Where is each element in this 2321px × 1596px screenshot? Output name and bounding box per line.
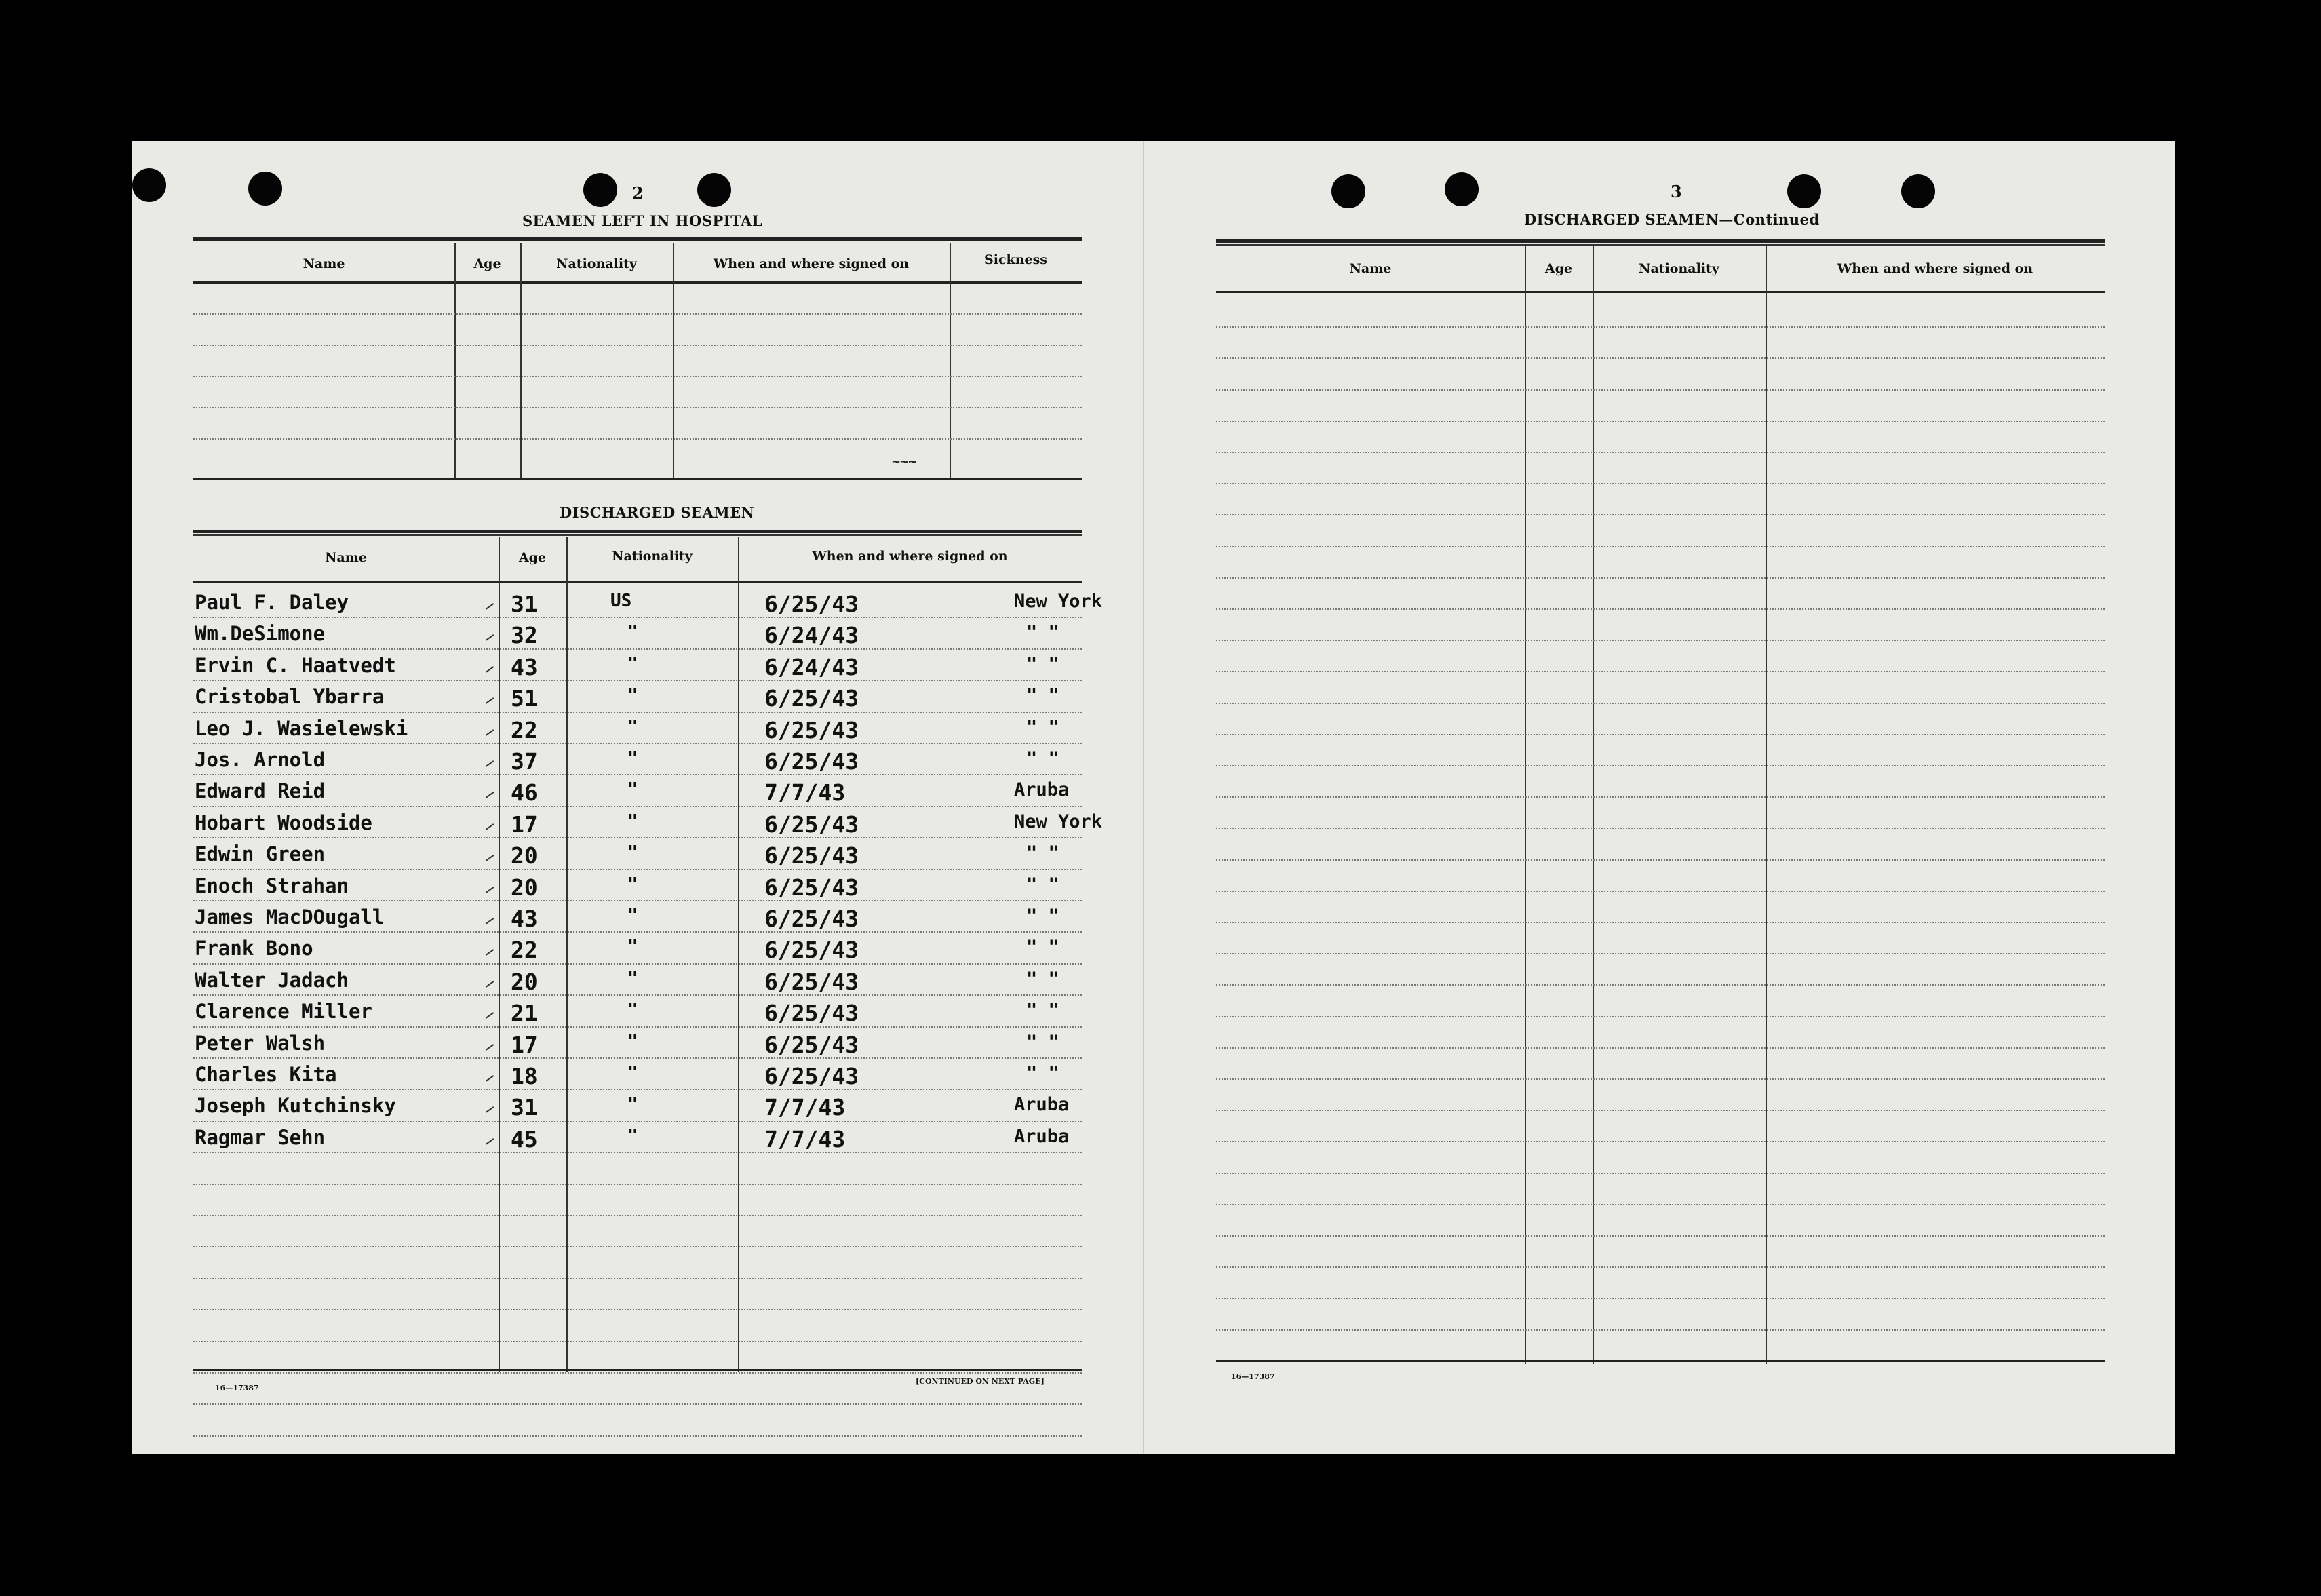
seaman-nationality: " (627, 842, 638, 863)
signed-on-place: " " (1026, 653, 1059, 675)
col-header-signed-on: When and where signed on (1837, 261, 2033, 276)
check-tick (486, 1075, 494, 1082)
seaman-nationality: " (627, 906, 638, 926)
check-tick (486, 697, 494, 704)
seaman-nationality: " (627, 685, 638, 706)
seaman-name: Ragmar Sehn (195, 1125, 326, 1149)
signed-on-date: 6/25/43 (764, 842, 859, 870)
signed-on-date: 6/25/43 (764, 716, 859, 743)
seaman-name: Joseph Kutchinsky (195, 1094, 396, 1118)
punch-hole (1901, 174, 1935, 208)
check-tick (486, 760, 494, 767)
signed-on-place: " " (1026, 748, 1059, 769)
signed-on-date: 7/7/43 (764, 1125, 846, 1152)
col-header-age: Age (518, 550, 547, 565)
col-header-age: Age (473, 256, 501, 271)
signed-on-date: 6/24/43 (764, 653, 859, 680)
seaman-nationality: " (627, 1000, 638, 1021)
seaman-nationality: " (627, 779, 638, 800)
check-tick (486, 823, 494, 830)
seaman-age: 51 (511, 685, 538, 712)
signed-on-date: 6/25/43 (764, 1031, 859, 1058)
seaman-age: 17 (511, 1031, 538, 1058)
seaman-nationality: " (627, 653, 638, 674)
hospital-section-title: SEAMEN LEFT IN HOSPITAL (522, 212, 763, 229)
punch-hole (1331, 174, 1365, 208)
signed-on-date: 6/25/43 (764, 748, 859, 775)
seaman-name: Walter Jadach (195, 968, 349, 992)
seaman-age: 37 (511, 748, 538, 775)
check-tick (486, 603, 494, 610)
col-header-nationality: Nationality (556, 256, 637, 271)
seaman-age: 45 (511, 1125, 538, 1152)
print-code: 16—17387 (1231, 1372, 1275, 1381)
ink-smudge: ~~~ (892, 453, 917, 469)
col-header-name: Name (1349, 261, 1392, 276)
check-tick (486, 981, 494, 988)
seaman-nationality: " (627, 874, 638, 895)
punch-hole (248, 172, 282, 206)
punch-hole (1445, 172, 1479, 206)
signed-on-date: 7/7/43 (764, 779, 846, 806)
punch-hole (697, 173, 731, 207)
seaman-nationality: " (627, 1063, 638, 1083)
col-header-nationality: Nationality (1639, 261, 1719, 276)
check-tick (486, 918, 494, 924)
signed-on-place: Aruba (1014, 1094, 1070, 1116)
check-tick (486, 950, 494, 956)
seaman-name: Clarence Miller (195, 1000, 372, 1024)
signed-on-place: New York (1014, 591, 1103, 612)
seaman-name: Paul F. Daley (195, 591, 349, 614)
col-header-name: Name (303, 256, 345, 271)
discharged-section-title: DISCHARGED SEAMEN (560, 504, 755, 521)
signed-on-place: " " (1026, 1063, 1059, 1084)
page-number: 2 (632, 183, 644, 203)
signed-on-place: Aruba (1014, 779, 1070, 801)
signed-on-date: 6/25/43 (764, 906, 859, 932)
seaman-nationality: " (627, 1031, 638, 1052)
seaman-nationality: " (627, 622, 638, 643)
signed-on-date: 6/25/43 (764, 1000, 859, 1027)
seaman-age: 20 (511, 842, 538, 870)
seaman-nationality: " (627, 811, 638, 832)
seaman-age: 31 (511, 591, 538, 617)
discharged-continued-title: DISCHARGED SEAMEN—Continued (1524, 211, 1820, 228)
punch-hole (1787, 174, 1821, 208)
print-code: 16—17387 (215, 1384, 259, 1393)
signed-on-place: " " (1026, 622, 1059, 644)
seaman-nationality: " (627, 716, 638, 737)
seaman-name: Enoch Strahan (195, 874, 349, 897)
seaman-name: Hobart Woodside (195, 811, 372, 834)
seaman-name: Edward Reid (195, 779, 326, 803)
seaman-nationality: " (627, 968, 638, 989)
seaman-name: Charles Kita (195, 1063, 337, 1086)
seaman-age: 43 (511, 653, 538, 680)
col-header-name: Name (325, 550, 367, 565)
signed-on-place: " " (1026, 906, 1059, 927)
discharged-continued-table (1216, 239, 2105, 1365)
seaman-nationality: US (610, 591, 632, 611)
check-tick (486, 1107, 494, 1114)
signed-on-place: " " (1026, 874, 1059, 895)
seaman-age: 18 (511, 1063, 538, 1089)
signed-on-place: " " (1026, 685, 1059, 707)
seaman-age: 46 (511, 779, 538, 806)
signed-on-date: 6/24/43 (764, 622, 859, 649)
seaman-nationality: " (627, 748, 638, 768)
signed-on-date: 6/25/43 (764, 874, 859, 901)
signed-on-date: 6/25/43 (764, 937, 859, 964)
check-tick (486, 1138, 494, 1145)
col-header-nationality: Nationality (612, 549, 693, 564)
signed-on-place: " " (1026, 968, 1059, 990)
seaman-age: 43 (511, 906, 538, 932)
seaman-name: Jos. Arnold (195, 748, 326, 771)
check-tick (486, 1044, 494, 1051)
signed-on-date: 6/25/43 (764, 591, 859, 617)
check-tick (486, 729, 494, 736)
signed-on-date: 6/25/43 (764, 968, 859, 995)
signed-on-place: " " (1026, 1000, 1059, 1021)
hospital-table (193, 237, 1082, 482)
seaman-nationality: " (627, 1094, 638, 1115)
signed-on-place: New York (1014, 811, 1103, 832)
seaman-name: Frank Bono (195, 937, 313, 960)
discharged-table (193, 530, 1103, 1371)
continued-note: [CONTINUED ON NEXT PAGE] (916, 1377, 1045, 1386)
signed-on-date: 7/7/43 (764, 1094, 846, 1121)
seaman-age: 31 (511, 1094, 538, 1121)
col-header-signed-on: When and where signed on (713, 256, 910, 271)
seaman-age: 20 (511, 968, 538, 995)
seaman-age: 17 (511, 811, 538, 838)
col-header-signed-on: When and where signed on (812, 549, 1008, 564)
check-tick (486, 887, 494, 893)
check-tick (486, 666, 494, 673)
signed-on-place: " " (1026, 842, 1059, 864)
col-header-age: Age (1544, 261, 1573, 276)
seaman-age: 32 (511, 622, 538, 649)
col-header-sickness: Sickness (984, 252, 1047, 267)
seaman-name: Leo J. Wasielewski (195, 716, 408, 740)
seaman-age: 22 (511, 716, 538, 743)
seaman-age: 22 (511, 937, 538, 964)
seaman-name: Cristobal Ybarra (195, 685, 385, 709)
punch-hole (583, 173, 617, 207)
seaman-name: Edwin Green (195, 842, 326, 866)
seaman-nationality: " (627, 1125, 638, 1146)
signed-on-date: 6/25/43 (764, 685, 859, 712)
signed-on-place: " " (1026, 937, 1059, 958)
signed-on-place: " " (1026, 716, 1059, 738)
check-tick (486, 855, 494, 861)
check-tick (486, 635, 494, 642)
page-spine (1143, 141, 1144, 1454)
signed-on-date: 6/25/43 (764, 1063, 859, 1089)
seaman-age: 20 (511, 874, 538, 901)
signed-on-date: 6/25/43 (764, 811, 859, 838)
seaman-name: Peter Walsh (195, 1031, 326, 1055)
seaman-name: James MacDOugall (195, 906, 385, 929)
seaman-name: Wm.DeSimone (195, 622, 326, 646)
check-tick (486, 1012, 494, 1019)
seaman-name: Ervin C. Haatvedt (195, 653, 396, 677)
seaman-nationality: " (627, 937, 638, 958)
punch-hole (132, 168, 166, 202)
signed-on-place: " " (1026, 1031, 1059, 1053)
check-tick (486, 792, 494, 799)
page-number: 3 (1671, 182, 1682, 201)
document-sheet (132, 141, 2175, 1454)
signed-on-place: Aruba (1014, 1125, 1070, 1147)
seaman-age: 21 (511, 1000, 538, 1027)
